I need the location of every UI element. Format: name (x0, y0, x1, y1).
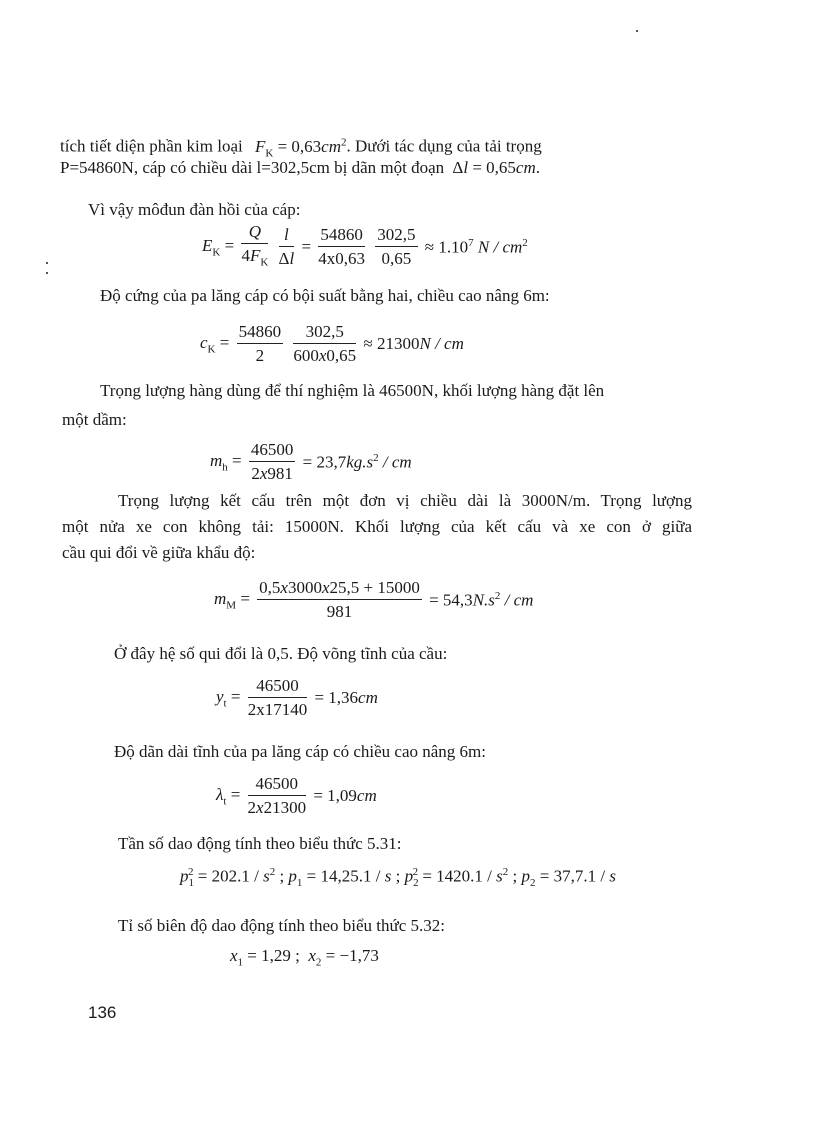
scan-speck (46, 262, 48, 264)
paragraph-block: Trọng lượng kết cấu trên một đơn vị chiều dài là 3000N/m. Trọng lượng một nửa xe con không tải: 15000N. Khối lượng của kết cấu và xe con ở giữa cầu qui đổi về giữa khẩu độ: (62, 491, 692, 562)
scan-speck (46, 272, 48, 274)
equation-amplitude-ratio: $x_1 = 1,29$ ; $x_2 = -1,73$ (230, 946, 379, 969)
paragraph-line: tích tiết diện phần kim loại $F_K = 0,63cm^2$. Dưới tác dụng của tải trọng (60, 136, 542, 160)
paragraph: Độ dãn dài tĩnh của pa lăng cáp có chiều cao nâng 6m: (114, 742, 486, 761)
equation-frequencies: $p_1^2 = 202.1 / s^2$ ; $p_1 = 14,25.1 / s$ ; $p_2^2 = 1420.1 / s^2$ ; $p_2 = 37,7.1 / s$ (180, 866, 616, 890)
equation-load-mass: $m_h$ = $\frac{46500}{2x981}$ = $23,7kg.s^2$ / cm (210, 440, 412, 483)
paragraph: Ở đây hệ số qui đổi là 0,5. Độ võng tĩnh của cầu: (114, 644, 448, 663)
paragraph-line: một dầm: (62, 410, 127, 429)
equation-stiffness: $c_K$ = $\frac{54860}{2}$ $\frac{302,5}{600x0,65}$ ≈ 21300N / cm (200, 322, 464, 365)
scan-speck (636, 30, 638, 32)
equation-static-deflection: $y_t$ = $\frac{46500}{2x17140}$ = 1,36cm (216, 676, 378, 719)
paragraph: Tỉ số biên độ dao động tính theo biểu thức 5.32: (118, 916, 445, 935)
equation-reduced-mass: $m_M$ = $\frac{0,5x3000x25,5 + 15000}{981}$ = $54,3N.s^2$ / cm (214, 578, 534, 621)
paragraph-line: Trọng lượng hàng dùng để thí nghiệm là 46500N, khối lượng hàng đặt lên (100, 381, 605, 400)
paragraph: Độ cứng của pa lăng cáp có bội suất bằng hai, chiều cao nâng 6m: (100, 286, 550, 305)
equation-static-elongation: $\lambda_t$ = $\frac{46500}{2x21300}$ = 1,09cm (216, 774, 377, 817)
page-number: 136 (88, 1003, 117, 1022)
inline-formula: $F_K = 0,63cm^2$ (254, 136, 347, 160)
paragraph: Vì vậy môđun đàn hồi của cáp: (88, 200, 301, 219)
equation-elastic-modulus: $E_K$ = $\frac{Q}{4F_K}$ $\frac{l}{\Delta l}$ = $\frac{54860}{4x0,63}$ $\frac{302,5}{0,65}$ ≈ $1.10^7$ N / $cm^2$ (202, 222, 528, 269)
inline-formula: Δl = 0,65cm (452, 158, 536, 177)
paragraph-line: P=54860N, cáp có chiều dài l=302,5cm bị dãn một đoạn Δl = 0,65cm. (60, 158, 540, 177)
paragraph: Tần số dao động tính theo biểu thức 5.31: (118, 834, 402, 853)
